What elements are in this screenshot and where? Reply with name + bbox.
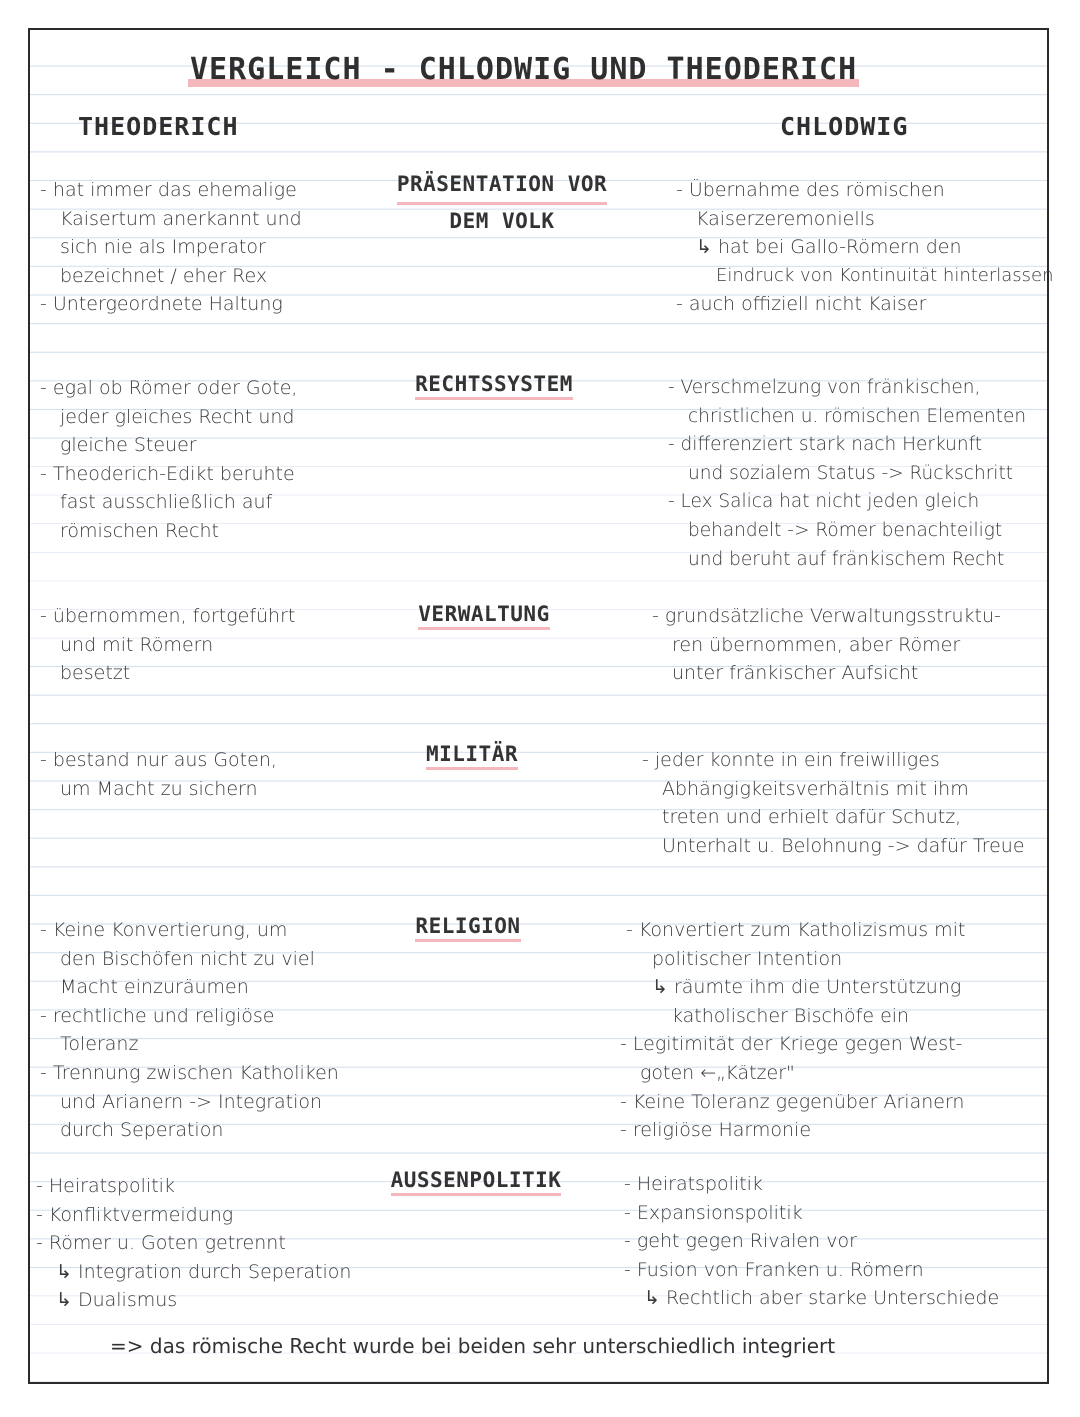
theoderich-rechtssystem: - egal ob Römer oder Gote, jeder gleiches Recht und gleiche Steuer - Theoderich-Edikt beruhte fast ausschließlich auf römischen Recht <box>40 377 298 542</box>
page-title: VERGLEICH - CHLODWIG UND THEODERICH <box>190 52 858 87</box>
theoderich-aussenpolitik: - Heiratspolitik - Konfliktvermeidung - Römer u. Goten getrennt ↳ Integration durch Seperation ↳ Dualismus <box>36 1175 352 1312</box>
theoderich-header: THEODERICH <box>78 112 239 141</box>
chlodwig-militaer: - jeder konnte in ein freiwilliges Abhängigkeitsverhältnis mit ihm treten und erhielt dafür Schutz, Unterhalt u. Belohnung -> dafür Treue <box>642 749 1025 857</box>
category-religion: RELIGION <box>396 910 540 943</box>
chlodwig-verwaltung: - grundsätzliche Verwaltungsstruktu- ren übernommen, aber Römer unter fränkischer Aufsicht <box>652 605 1001 685</box>
category-presentation: PRÄSENTATION VOR DEM VOLK <box>396 168 608 238</box>
chlodwig-header: CHLODWIG <box>780 112 909 141</box>
chlodwig-rechtssystem: - Verschmelzung von fränkischen, christlichen u. römischen Elementen - differenziert stark nach Herkunft und sozialem Status -> Rückschritt - Lex Salica hat nicht jeden gleich behandelt -> Römer benachteiligt und beruht auf fränkischem Recht <box>668 377 1027 570</box>
category-militaer: MILITÄR <box>396 738 548 771</box>
theoderich-militaer: - bestand nur aus Goten, um Macht zu sichern <box>40 749 277 800</box>
theoderich-religion: - Keine Konvertierung, um den Bischöfen nicht zu viel Macht einzuräumen - rechtliche und religiöse Toleranz - Trennung zwischen Katholiken und Arianern -> Integration durch Seperation <box>40 919 339 1142</box>
theoderich-verwaltung: - übernommen, fortgeführt und mit Römern besetzt <box>40 605 296 685</box>
theoderich-presentation: - hat immer das ehemalige Kaisertum anerkannt und sich nie als Imperator bezeichnet / eher Rex - Untergeordnete Haltung <box>40 179 302 316</box>
chlodwig-aussenpolitik: - Heiratspolitik - Expansionspolitik - geht gegen Rivalen vor - Fusion von Franken u. Römern ↳ Rechtlich aber starke Unterschiede <box>624 1173 1000 1310</box>
category-rechtssystem: RECHTSSYSTEM <box>396 368 592 401</box>
category-verwaltung: VERWALTUNG <box>396 598 572 631</box>
category-aussenpolitik: AUSSENPOLITIK <box>386 1164 566 1197</box>
chlodwig-religion: - Konvertiert zum Katholizismus mit politischer Intention ↳ räumte ihm die Unterstützung katholischer Bischöfe ein - Legitimität der Kriege gegen West- goten ←„Kätzer" - Keine Toleranz gegenüber Arianern - religiöse Harmonie <box>620 919 966 1142</box>
conclusion-text: => das römische Recht wurde bei beiden sehr unterschiedlich integriert <box>110 1334 836 1358</box>
chlodwig-presentation: - Übernahme des römischen Kaiserzeremoniells ↳ hat bei Gallo-Römern den Eindruck von Kontinuität hinterlassen - auch offiziell nicht Kaiser <box>676 179 1054 316</box>
